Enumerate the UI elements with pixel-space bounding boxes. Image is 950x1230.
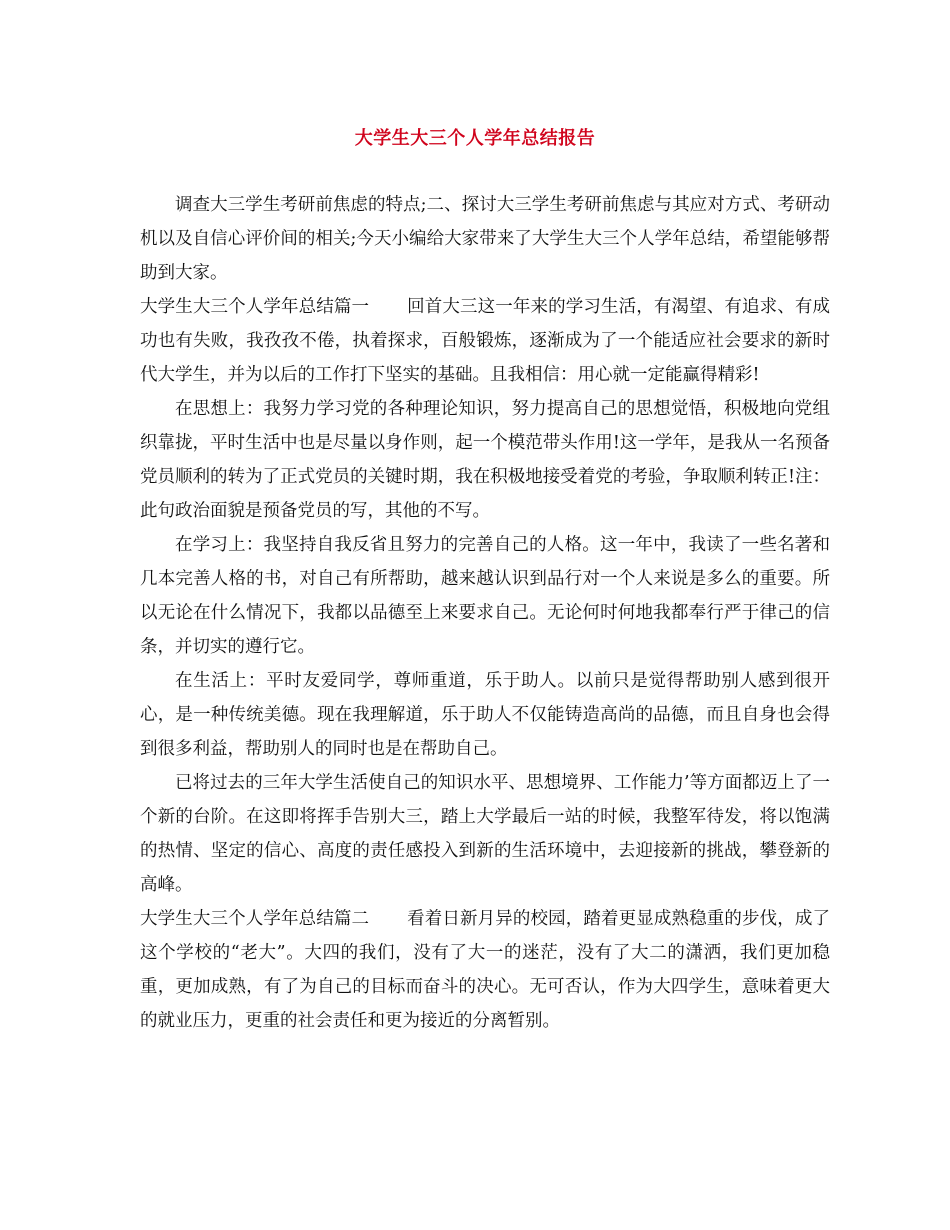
section-one-heading: 大学生大三个人学年总结篇一: [140, 297, 370, 317]
life-paragraph: 在生活上：平时友爱同学，尊师重道，乐于助人。以前只是觉得帮助别人感到很开心，是一种传统美德。现在我理解道，乐于助人不仅能铸造高尚的品德，而且自身也会得到很多利益，帮助别人的同时也是在帮助自己。: [140, 671, 830, 759]
section-two-heading: 大学生大三个人学年总结篇二: [140, 909, 370, 929]
section-one-paragraph: [140, 290, 830, 392]
section-one-text: 回首大三这一年来的学习生活，有渴望、有追求、有成功也有失败，我孜孜不倦，执着探求，百般锻炼，逐渐成为了一个能适应社会要求的新时代大学生，并为以后的工作打下坚实的基础。且我相信：用心就一定能赢得精彩!: [140, 297, 830, 385]
document-body: [140, 188, 830, 1038]
section-two-text: 看着日新月异的校园，踏着更显成熟稳重的步伐，成了这个学校的“老大”。大四的我们，没有了大一的迷茫，没有了大二的潇洒，我们更加稳重，更加成熟，有了为自己的目标而奋斗的决心。无可否认，作为大四学生，意味着更大的就业压力，更重的社会责任和更为接近的分离暂别。: [140, 909, 830, 1031]
thought-paragraph: 在思想上：我努力学习党的各种理论知识，努力提高自己的思想觉悟，积极地向党组织靠拢，平时生活中也是尽量以身作则，起一个模范带头作用!这一学年，是我从一名预备党员顺利的转为了正式党员的关键时期，我在积极地接受着党的考验，争取顺利转正!注：此句政治面貌是预备党员的写，其他的不写。: [140, 399, 830, 521]
summary-paragraph: 已将过去的三年大学生活使自己的知识水平、思想境界、工作能力’等方面都迈上了一个新的台阶。在这即将挥手告别大三，踏上大学最后一站的时候，我整军待发，将以饱满的热情、坚定的信心、高度的责任感投入到新的生活环境中，去迎接新的挑战，攀登新的高峰。: [140, 773, 830, 895]
study-paragraph: 在学习上：我坚持自我反省且努力的完善自己的人格。这一年中，我读了一些名著和几本完善人格的书，对自己有所帮助，越来越认识到品行对一个人来说是多么的重要。所以无论在什么情况下，我都以品德至上来要求自己。无论何时何地我都奉行严于律己的信条，并切实的遵行它。: [140, 535, 830, 657]
document-title: 大学生大三个人学年总结报告: [354, 128, 596, 149]
intro-paragraph: 调查大三学生考研前焦虑的特点;二、探讨大三学生考研前焦虑与其应对方式、考研动机以及自信心评价间的相关;今天小编给大家带来了大学生大三个人学年总结，希望能够帮助到大家。: [140, 195, 830, 283]
section-two-paragraph: [140, 902, 830, 1038]
